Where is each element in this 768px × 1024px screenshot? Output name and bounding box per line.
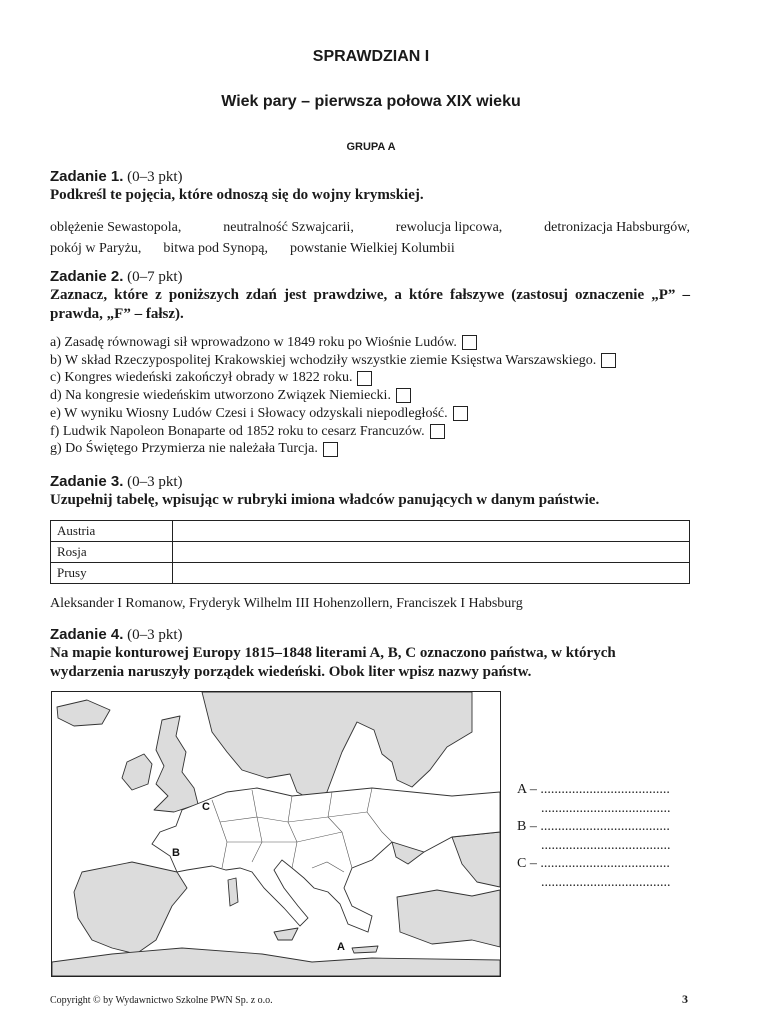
statement-b: b) W skład Rzeczypospolitej Krakowskiej wchodziły wszystkie ziemie Księstwa Warszawskiego.: [50, 352, 616, 370]
task1-terms: [50, 217, 690, 259]
task3-header: [50, 473, 690, 510]
europe-contour-map: [51, 691, 501, 977]
answer-checkbox[interactable]: [323, 442, 338, 457]
answer-checkbox[interactable]: [357, 371, 372, 386]
task2-points: (0–7 pkt): [127, 269, 183, 285]
answer-checkbox[interactable]: [430, 424, 445, 439]
statement-e: e) W wyniku Wiosny Ludów Czesi i Słowacy odzyskali niepodległość.: [50, 405, 616, 423]
ruler-answer-cell[interactable]: [173, 521, 690, 542]
document-title: SPRAWDZIAN I: [312, 48, 430, 65]
table-row: [51, 542, 690, 563]
statement-g: g) Do Świętego Przymierza nie należała Turcja.: [50, 440, 616, 458]
term[interactable]: bitwa pod Synopą,: [163, 241, 268, 256]
map-letter-a: A: [337, 941, 345, 953]
task2-header: [50, 268, 690, 324]
task4-instruction: Na mapie konturowej Europy 1815–1848 literami A, B, C oznaczono państwa, w których wydarzenia naruszyły porządek wiedeński. Obok liter wpisz nazwy państw.: [50, 645, 616, 680]
task4-header: [50, 626, 690, 682]
copyright-footer: Copyright © by Wydawnictwo Szkolne PWN Sp. z o.o.: [50, 995, 273, 1006]
task3-label: Zadanie 3.: [50, 473, 124, 490]
answer-line-b-cont[interactable]: .....................................: [541, 837, 671, 853]
answer-line-b[interactable]: B – .....................................: [517, 819, 670, 834]
answer-checkbox[interactable]: [453, 406, 468, 421]
answer-checkbox[interactable]: [462, 335, 477, 350]
term[interactable]: oblężenie Sewastopola,: [50, 220, 182, 235]
term[interactable]: pokój w Paryżu,: [50, 241, 142, 256]
page-number: 3: [682, 992, 688, 1006]
map-answers: [517, 781, 671, 892]
country-cell: Prusy: [51, 563, 173, 584]
statement-f: f) Ludwik Napoleon Bonaparte od 1852 roku to cesarz Francuzów.: [50, 423, 616, 441]
group-label: GRUPA A: [346, 141, 396, 153]
term[interactable]: detronizacja Habsburgów,: [544, 220, 690, 235]
task1-header: [50, 168, 690, 205]
task2-instruction: Zaznacz, które z poniższych zdań jest prawdziwe, a które fałszywe (zastosuj oznaczenie „P” – prawda, „F” – fałsz).: [50, 287, 690, 322]
map-svg: [52, 692, 500, 976]
term[interactable]: powstanie Wielkiej Kolumbii: [290, 241, 455, 256]
statement-c: c) Kongres wiedeński zakończył obrady w 1822 roku.: [50, 369, 616, 387]
ruler-names: Aleksander I Romanow, Fryderyk Wilhelm III Hohenzollern, Franciszek I Habsburg: [50, 596, 523, 611]
document-subtitle: Wiek pary – pierwsza połowa XIX wieku: [221, 93, 521, 110]
term[interactable]: neutralność Szwajcarii,: [223, 220, 354, 235]
sardinia-shape: [228, 878, 238, 906]
answer-checkbox[interactable]: [601, 353, 616, 368]
task2-label: Zadanie 2.: [50, 268, 124, 285]
statement-a: a) Zasadę równowagi sił wprowadzono w 1849 roku po Wiośnie Ludów.: [50, 334, 616, 352]
table-row: [51, 521, 690, 542]
country-cell: Austria: [51, 521, 173, 542]
task3-instruction: Uzupełnij tabelę, wpisując w rubryki imiona władców panujących w danym państwie.: [50, 492, 600, 508]
task1-label: Zadanie 1.: [50, 168, 124, 185]
answer-checkbox[interactable]: [396, 388, 411, 403]
answer-line-c[interactable]: C – .....................................: [517, 856, 670, 871]
map-letter-b: B: [172, 847, 180, 859]
map-letter-c: C: [202, 801, 210, 813]
ruler-answer-cell[interactable]: [173, 542, 690, 563]
rulers-table: [50, 520, 690, 584]
task3-points: (0–3 pkt): [127, 474, 183, 490]
task4-label: Zadanie 4.: [50, 626, 124, 643]
table-row: [51, 563, 690, 584]
ruler-answer-cell[interactable]: [173, 563, 690, 584]
task4-points: (0–3 pkt): [127, 627, 183, 643]
task1-instruction: Podkreśl te pojęcia, które odnoszą się do wojny krymskiej.: [50, 187, 424, 203]
answer-line-c-cont[interactable]: .....................................: [541, 874, 671, 890]
term[interactable]: rewolucja lipcowa,: [395, 220, 503, 235]
statement-d: d) Na kongresie wiedeńskim utworzono Związek Niemiecki.: [50, 387, 616, 405]
answer-line-a-cont[interactable]: .....................................: [541, 800, 671, 816]
true-false-list: [50, 334, 616, 458]
answer-line-a[interactable]: A – .....................................: [517, 782, 670, 797]
country-cell: Rosja: [51, 542, 173, 563]
task1-points: (0–3 pkt): [127, 169, 183, 185]
